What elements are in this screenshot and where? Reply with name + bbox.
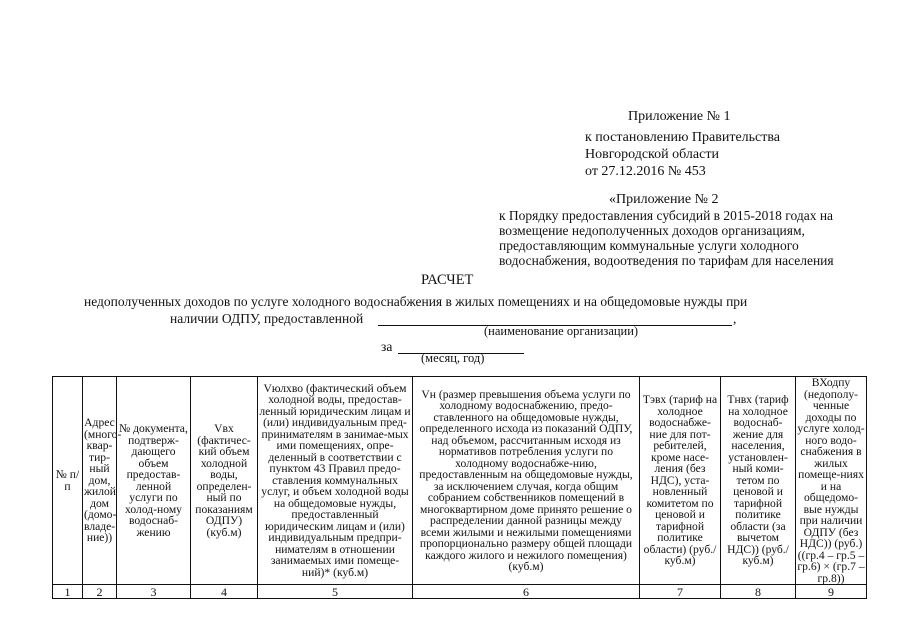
header-cell-index: № п/п <box>53 377 83 585</box>
header-cell-address: Адрес (много-квар-тир-ный дом, жилой дом (домо-владе-ние)) <box>83 377 117 585</box>
column-number: 3 <box>117 585 191 599</box>
organization-hint: (наименование организации) <box>484 324 639 338</box>
column-number-row <box>53 585 867 599</box>
appendix-1-label: Приложение № 1 <box>628 109 731 124</box>
period-hint: (месяц, год) <box>421 351 485 365</box>
calculation-table <box>52 376 867 599</box>
subtitle-line-2: наличии ОДПУ, предоставленной <box>170 311 364 326</box>
header-cell-vn: Vн (размер превышения объема услуги по холодному водоснабжению, предо-ставленного на общедомовые нужды, определенного исхода из показаний ОДПУ, над объемом, рассчитанным исходя из нормативов потребления услуги по холодному водоснабже-нию, предоставленным на общедомовые нужды, за исключением случая, когда общим собранием собственников помещений в многоквартирном доме принято решение о распределении данной разницы между всеми жилыми и нежилыми помещениями пропорционально размеру общей площади каждого жилого и нежилого помещения) (куб.м) <box>413 377 640 585</box>
column-number: 1 <box>53 585 83 599</box>
date-line: от 27.12.2016 № 453 <box>585 164 706 179</box>
subtitle-comma: , <box>733 311 737 326</box>
header-cell-vyulhvo: Vюлхво (фактический объем холодной воды, предостав-ленный юридическим лицам и (или) индивидуальным пред-принимателям в занимае-мых ими помещениях, опре-деленный в соответствии с пунктом 43 Правил предо-ставления коммунальных услуг, и объем холодной воды на общедомовые нужды, предоставленный юридическим лицам и (или) индивидуальным предпри-нимателям в отношении занимаемых ими помеще-ний)* (куб.м) <box>258 377 413 585</box>
header-cell-vvh: Vвх (фактичес-кий объем холодной воды, определен-ный по показаниям ОДПУ) (куб.м) <box>191 377 258 585</box>
header-cell-document: № документа, подтверж-дающего объем предостав-ленной услуги по холод-ному водоснаб-жению <box>117 377 191 585</box>
period-label: за <box>381 339 393 354</box>
column-number: 9 <box>796 585 867 599</box>
header-cell-vhodpu: ВХодпу (недополу-ченные доходы по услуге холод-ного водо-снабжения в жилых помеще-ниях и на общедомо-вые нужды при наличии ОДПУ (без НДС)) (руб.) ((гр.4 – гр.5 – гр.6) × (гр.7 – гр.8)) <box>797 376 865 585</box>
procedure-text: к Порядку предоставления субсидий в 2015-2018 годах на возмещение недополученных доходов организациям, предоставляющим коммунальные услуги холодного водоснабжения, водоотведения по тарифам для населения <box>499 208 834 268</box>
column-number: 4 <box>191 585 258 599</box>
region-line: Новгородской области <box>585 147 719 162</box>
column-number: 8 <box>721 585 796 599</box>
column-number: 5 <box>258 585 413 599</box>
header-cell-tnvh: Тнвх (тариф на холодное водоснаб-жение для населения, установлен-ный коми-тетом по ценовой и тарифной политике области (за вычетом НДС)) (руб./куб.м) <box>721 377 796 585</box>
subtitle-line-1: недополученных доходов по услуге холодного водоснабжения в жилых помещениях и на общедомовые нужды при <box>84 294 748 309</box>
appendix-2-label: «Приложение № 2 <box>609 192 719 207</box>
column-number: 6 <box>413 585 640 599</box>
column-number: 7 <box>640 585 721 599</box>
resolution-line: к постановлению Правительства <box>585 130 781 145</box>
header-cell-tevh: Тэвх (тариф на холодное водоснабже-ние для пот-ребителей, кроме насе-ления (без НДС), уста-новленный комитетом по ценовой и тарифной политике области) (руб./куб.м) <box>640 377 721 585</box>
document-title: РАСЧЕТ <box>421 272 474 288</box>
column-number: 2 <box>83 585 117 599</box>
table-header-row <box>53 377 867 585</box>
